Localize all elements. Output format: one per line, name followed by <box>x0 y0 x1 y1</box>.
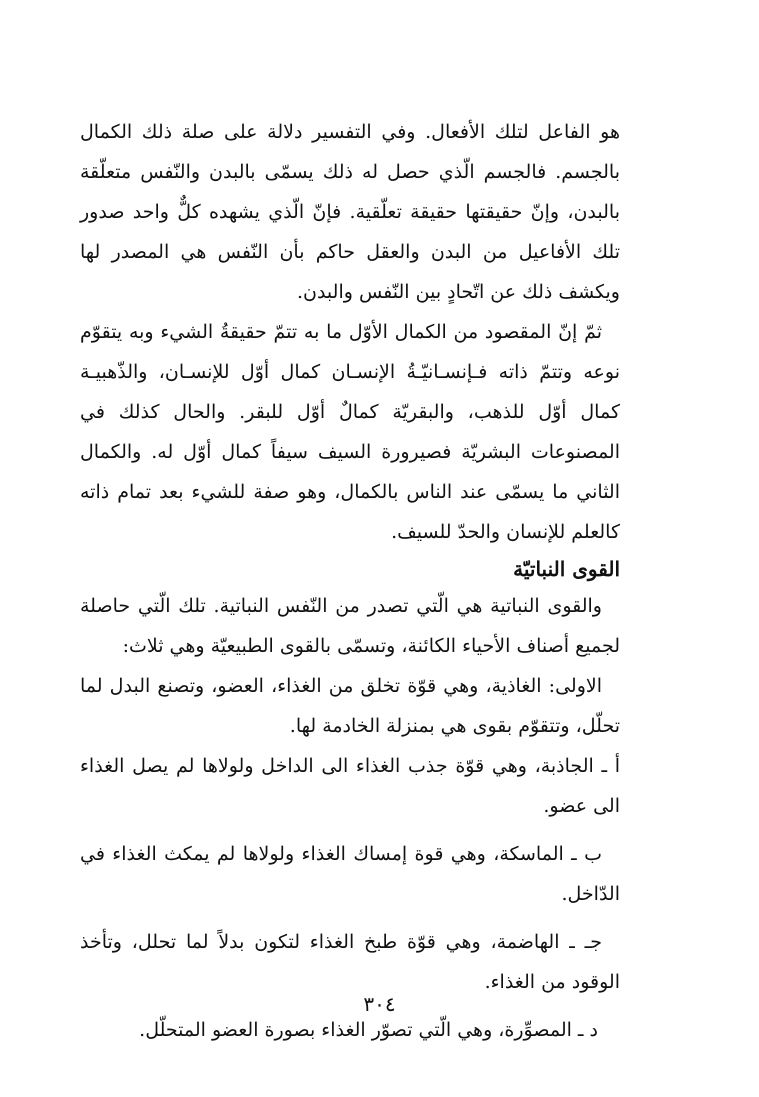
list-item: د ـ المصوِّرة، وهي الّتي تصوّر الغذاء بصورة العضو المتحلّل. <box>139 1019 598 1041</box>
list-item: جـ ـ الهاضمة، وهي قوّة طبخ الغذاء لتكون بدلاً لما تحلل، وتأخذ الوقود من الغذاء. <box>80 931 620 993</box>
paragraph-2: ثمّ إنّ المقصود من الكمال الأوّل ما به تتمّ حقيقةُ الشيء وبه يتقوّم نوعه وتتمّ ذاته فـإنسـانيّـةُ الإنسـان كمال أوّل للإنسـان، والذّهبيـة كمال أوّل للذهب، والبقريّة كمالٌ أوّل للبقر. والحال كذلك في المصنوعات البشريّة فصيرورة السيف سيفاً كمال أوّل له. والكمال الثاني ما يسمّى عند الناس بالكمال، وهو صفة للشيء بعد تمام ذاته كالعلم للإنسان والحدّ للسيف. <box>80 321 620 543</box>
page-number: ٣٠٤ <box>363 992 396 1016</box>
section-heading: القوى النباتيّة <box>513 557 620 581</box>
first-power: الاولى: الغاذية، وهي قوّة تخلق من الغذاء، العضو، وتصنع البدل لما تحلّل، وتتقوّم بقوى هي بمنزلة الخادمة لها. <box>80 675 620 737</box>
list-item: ب ـ الماسكة، وهي قوة إمساك الغذاء ولولاها لم يمكث الغذاء في الدّاخل. <box>80 843 620 905</box>
list-item: أ ـ الجاذبة، وهي قوّة جذب الغذاء الى الداخل ولولاها لم يصل الغذاء الى عضو. <box>80 755 620 817</box>
page-body <box>80 112 620 1058</box>
section-intro: والقوى النباتية هي الّتي تصدر من النّفس النباتية. تلك الّتي حاصلة لجميع أصناف الأحياء الكائنة، وتسمّى بالقوى الطبيعيّة وهي ثلاث: <box>80 595 620 657</box>
paragraph-1: هو الفاعل لتلك الأفعال. وفي التفسير دلالة على صلة ذلك الكمال بالجسم. فالجسم الّذي حصل له ذلك يسمّى بالبدن والنّفس متعلّقة بالبدن، وإنّ حقيقتها حقيقة تعلّقية. فإنّ الّذي يشهده كلٌّ واحد صدور تلك الأفاعيل من البدن والعقل حاكم بأن النّفس هي المصدر لها ويكشف ذلك عن اتّحادٍ بين النّفس والبدن. <box>80 121 620 303</box>
